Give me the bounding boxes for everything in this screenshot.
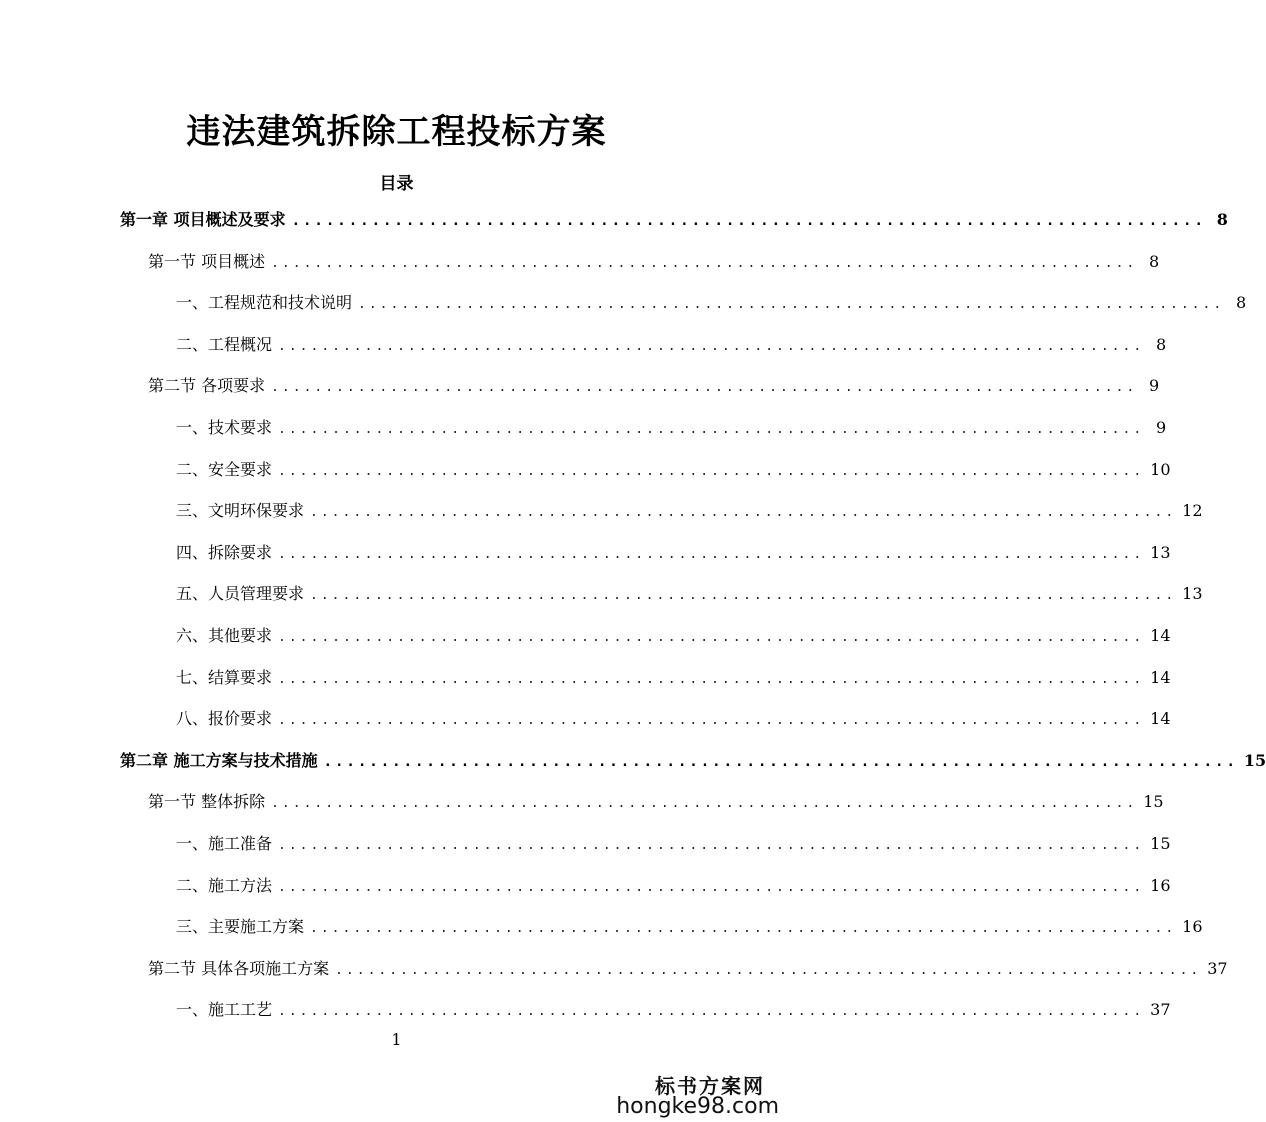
toc-dot-leader: ................................................................................ [358, 297, 1225, 313]
toc-entry-page: 12 [1182, 501, 1203, 521]
toc-entry[interactable] [176, 416, 1167, 440]
watermark-site-url: hongke98.com [616, 1094, 779, 1119]
toc-entry-label: 第一章 项目概述及要求 [120, 210, 286, 229]
toc-dot-leader: ................................................................................ [323, 753, 1238, 770]
toc-entry[interactable] [176, 582, 1203, 606]
toc-entry[interactable] [120, 749, 1266, 773]
toc-dot-leader: ................................................................................ [271, 796, 1138, 812]
toc-entry[interactable] [148, 374, 1160, 398]
toc-dot-leader: ................................................................................ [271, 380, 1138, 396]
toc-entry-page: 37 [1207, 958, 1228, 978]
toc-entry-page: 8 [1235, 293, 1247, 313]
toc-entry-label: 三、主要施工方案 [176, 917, 305, 937]
toc-entry-page: 13 [1182, 584, 1203, 604]
toc-entry[interactable] [176, 291, 1247, 315]
toc-entry[interactable] [176, 541, 1171, 565]
toc-entry-page: 37 [1150, 1000, 1171, 1020]
toc-entry[interactable] [176, 915, 1203, 939]
toc-entry-label: 二、施工方法 [176, 875, 273, 895]
toc-entry-page: 8 [1155, 334, 1167, 354]
toc-entry-label: 第二节 各项要求 [148, 376, 266, 396]
toc-entry[interactable] [176, 998, 1171, 1022]
toc-entry-label: 四、拆除要求 [176, 542, 273, 562]
toc-dot-leader: ................................................................................ [310, 505, 1177, 521]
toc-dot-leader: ................................................................................ [335, 962, 1202, 978]
toc-entry[interactable] [148, 790, 1164, 814]
toc-entry[interactable] [120, 208, 1228, 232]
toc-entry[interactable] [176, 458, 1171, 482]
toc-entry-label: 六、其他要求 [176, 626, 273, 645]
toc-dot-leader: ................................................................................ [291, 213, 1206, 229]
toc-entry-page: 8 [1149, 251, 1160, 271]
toc-entry[interactable] [176, 333, 1167, 357]
document-title: 违法建筑拆除工程投标方案 [186, 112, 607, 152]
toc-dot-leader: ................................................................................ [278, 630, 1145, 645]
toc-entry-page: 14 [1150, 626, 1171, 645]
toc-entry-label: 七、结算要求 [176, 667, 273, 687]
toc-entry-label: 一、施工准备 [176, 834, 273, 853]
page-number: 1 [391, 1030, 402, 1049]
toc-entry-label: 第一节 项目概述 [148, 251, 266, 271]
toc-entry[interactable] [176, 832, 1171, 856]
toc-entry-page: 8 [1216, 210, 1228, 229]
toc-dot-leader: ................................................................................ [310, 588, 1177, 604]
toc-entry-page: 15 [1143, 792, 1164, 812]
toc-entry-page: 15 [1243, 750, 1266, 770]
toc-entry-label: 一、工程规范和技术说明 [176, 293, 353, 313]
toc-entry-page: 14 [1150, 709, 1171, 729]
toc-entry-label: 第一节 整体拆除 [148, 792, 266, 812]
toc-entry-page: 13 [1150, 542, 1171, 562]
toc-heading: 目录 [379, 174, 414, 194]
toc-dot-leader: ................................................................................ [278, 713, 1145, 729]
toc-entry-label: 第二章 施工方案与技术措施 [120, 750, 318, 770]
toc-dot-leader: ................................................................................ [271, 255, 1138, 271]
toc-entry-page: 14 [1150, 667, 1171, 687]
toc-dot-leader: ................................................................................ [278, 338, 1145, 354]
toc-dot-leader: ................................................................................ [278, 1004, 1145, 1020]
toc-entry[interactable] [176, 707, 1171, 731]
toc-entry-page: 10 [1150, 459, 1171, 479]
toc-entry[interactable] [176, 874, 1171, 898]
toc-entry-label: 三、文明环保要求 [176, 501, 305, 521]
toc-entry-page: 9 [1149, 376, 1160, 396]
toc-dot-leader: ................................................................................ [278, 671, 1145, 687]
toc-entry-page: 15 [1150, 834, 1171, 853]
toc-dot-leader: ................................................................................ [278, 838, 1145, 853]
toc-entry-label: 二、安全要求 [176, 459, 273, 479]
toc-dot-leader: ................................................................................ [278, 879, 1145, 895]
toc-entry[interactable] [148, 250, 1160, 274]
toc-entry-page: 16 [1182, 917, 1203, 937]
toc-entry-label: 八、报价要求 [176, 709, 273, 729]
toc-entry-label: 二、工程概况 [176, 334, 273, 354]
toc-dot-leader: ................................................................................ [278, 422, 1145, 437]
toc-entry-page: 9 [1155, 418, 1167, 437]
toc-dot-leader: ................................................................................ [278, 546, 1145, 562]
toc-entry[interactable] [176, 499, 1203, 523]
toc-entry-page: 16 [1150, 875, 1171, 895]
toc-entry-label: 五、人员管理要求 [176, 584, 305, 604]
toc-dot-leader: ................................................................................ [310, 921, 1177, 937]
toc-entry[interactable] [176, 624, 1171, 648]
toc-entry[interactable] [148, 957, 1228, 981]
toc-dot-leader: ................................................................................ [278, 463, 1145, 479]
toc-entry-label: 第二节 具体各项施工方案 [148, 958, 330, 978]
toc-entry[interactable] [176, 666, 1171, 690]
watermark-site-name: 标书方案网 [655, 1074, 765, 1098]
toc-entry-label: 一、技术要求 [176, 418, 273, 437]
toc-entry-label: 一、施工工艺 [176, 1000, 273, 1020]
